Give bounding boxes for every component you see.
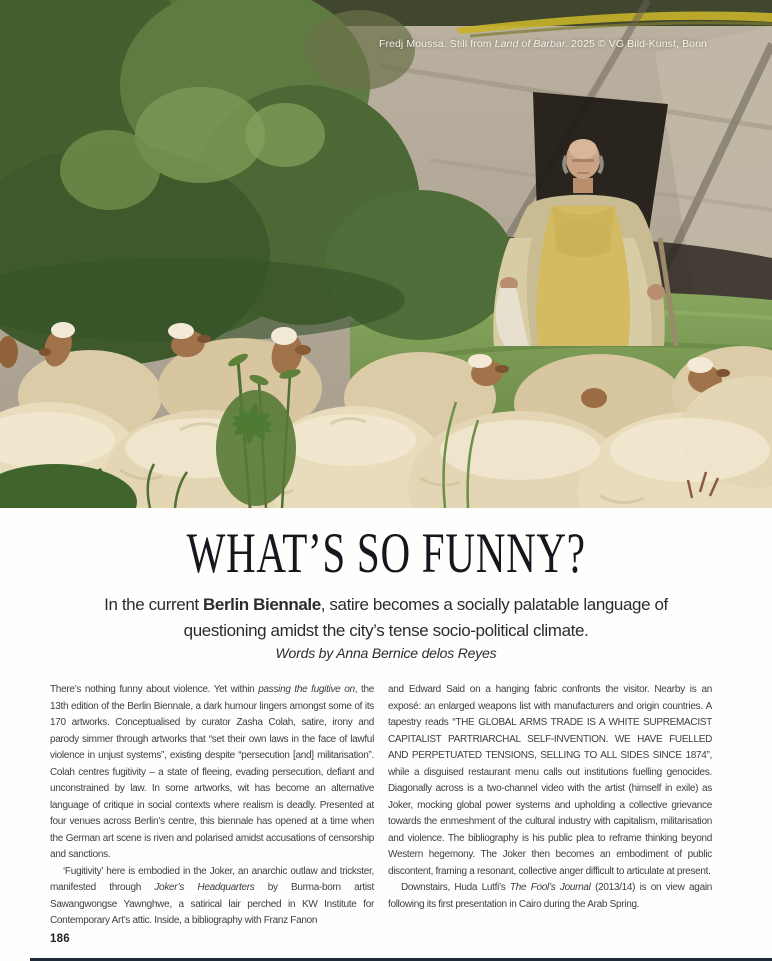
photo-caption: Fredj Moussa. Still from Land of Barbar. 2025 © VG Bild-Kunst, Bonn — [378, 38, 707, 50]
paragraph-left-1: There’s nothing funny about violence. Yet within passing the fugitive on, the 13th edition of the Berlin Biennale, a dark humour lingers amongst some of its 170 artworks. Conceptualised by curator Zasha Colah, satire, irony and parody simmer through artworks that “set their own laws in the face of lawful violence in unjust systems”, existing despite “persecution [and] militarisation”. Colah centres fugitivity – a state of fleeing, evading persecution, defiant and unconstrained by law. In some artworks, wit has become an alternative language of critique in social contexts where realism is deadly. Presented at four venues across Berlin’s centre, this biennale has opened at a time when the German art scene is riven and polarised amidst accusations of censorship and sanctions. — [50, 684, 374, 860]
article-body — [50, 682, 712, 930]
paragraph-right-2: Downstairs, Huda Lutfi’s The Fool’s Journal (2013/14) is on view again following its first presentation in Cairo during the Arab Spring. — [388, 882, 713, 910]
column-left — [50, 682, 374, 930]
paragraph-right-1: and Edward Said on a hanging fabric confronts the visitor. Nearby is an exposé: an enlarged weapons list with manufacturers and origin countries. A tapestry reads “THE GLOBAL ARMS TRADE IS A WHITE SUPREMACIST CAPITALIST PARTRIARCHAL SELF-INVENTION. WE HAVE FUELLED AND PERPETUATED TENSIONS, SELLING TO ALL SIDES SINCE 1874”, while a disguised restaurant menu calls out institutions fuelling genocides. Diagonally across is a two-channel video with the artist (himself in exile) as Joker, mocking global power systems and upholding a collective grievance towards the enmeshment of the cultural industry with capitalism, militarisation and violence. The bibliography is his public plea to reframe thinking beyond Western hegemony. The Joker then becomes an embodiment of public discontent, framing a resonant, collective anger difficult to articulate at present. — [388, 684, 712, 877]
standfirst-line-1: In the current Berlin Biennale, satire becomes a socially palatable language of — [104, 595, 668, 614]
article-title-text: WHAT’S SO FUNNY? — [186, 522, 586, 585]
byline: Words by Anna Bernice delos Reyes — [275, 645, 497, 661]
article-title — [0, 524, 772, 584]
paragraph-left-2: ‘Fugitivity’ here is embodied in the Joker, an anarchic outlaw and trickster, manifested through Joker’s Headquarters by Burma-born artist Sawangwongse Yawnghwe, a satirical lair perched in KW Institute for Contemporary Art’s attic. Inside, a bibliography with Franz Fanon — [50, 865, 374, 926]
standfirst — [0, 592, 772, 644]
column-right — [388, 682, 712, 930]
standfirst-line-2: questioning amidst the city’s tense socio-political climate. — [183, 621, 589, 640]
page-number: 186 — [50, 933, 70, 945]
